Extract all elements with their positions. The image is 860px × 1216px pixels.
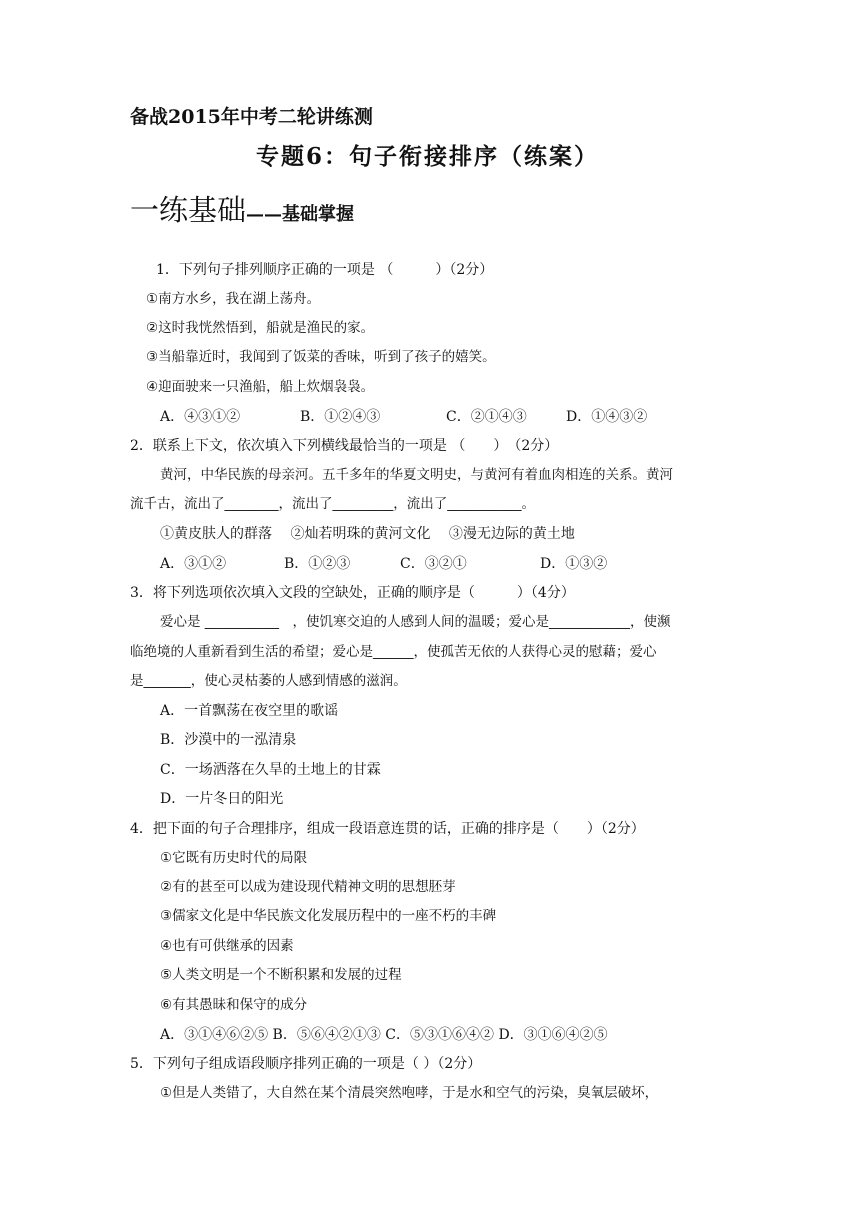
q1-option-c: C．②①④③ [446, 409, 527, 425]
q3-option-a: A．一首飘荡在夜空里的歌谣 [160, 703, 339, 719]
section-title: 一练基础 [130, 193, 247, 227]
q1-line-4: ④迎面驶来一只渔船，船上炊烟袅袅。 [146, 379, 375, 395]
q1-line-2: ②这时我恍然悟到，船就是渔民的家。 [146, 320, 375, 336]
q1-option-b: B．①②④③ [300, 409, 381, 425]
q3-option-d: D．一片冬日的阳光 [160, 791, 284, 807]
q2-passage-2: 流千古，流出了________，流出了_________，流出了___________。 [130, 496, 535, 512]
q4-line-2: ②有的甚至可以成为建设现代精神文明的思想胚芽 [160, 879, 456, 895]
section-subtitle: ——基础掌握 [246, 204, 355, 225]
q4-line-6: ⑥有其愚昧和保守的成分 [160, 997, 308, 1013]
q1-line-1: ①南方水乡，我在湖上荡舟。 [146, 291, 321, 307]
q4-line-5: ⑤人类文明是一个不断积累和发展的过程 [160, 967, 402, 983]
q1-line-3: ③当船靠近时，我闻到了饭菜的香味，听到了孩子的嬉笑。 [146, 349, 496, 365]
q2-passage-1: 黄河，中华民族的母亲河。五千多年的华夏文明史，与黄河有着血肉相连的关系。黄河 [160, 467, 673, 483]
q1-stem: 1．下列句子排列顺序正确的一项是 （ ）（2分） [156, 262, 494, 278]
q1-option-a: A．④③①② [160, 409, 241, 425]
q4-line-4: ④也有可供继承的因素 [160, 938, 294, 954]
q2-option-c: C．③②① [400, 556, 467, 572]
q3-passage-2: 临绝境的人重新看到生活的希望；爱心是______，使孤苦无依的人获得心灵的慰藉；爱心 [130, 644, 657, 660]
q4-stem: 4．把下面的句子合理排序，组成一段语意连贯的话，正确的排序是（ ）（2分） [130, 821, 645, 837]
q1-option-d: D．①④③② [566, 409, 648, 425]
q3-option-b: B．沙漠中的一泓清泉 [160, 732, 297, 748]
series-title: 备战2015年中考二轮讲练测 [130, 106, 373, 128]
q2-option-d: D．①③② [540, 556, 608, 572]
q2-option-b: B．①②③ [284, 556, 351, 572]
q4-line-1: ①它既有历史时代的局限 [160, 850, 308, 866]
q5-stem: 5．下列句子组成语段顺序排列正确的一项是（ ）（2分） [130, 1056, 482, 1072]
q4-options: A．③①④⑥②⑤ B．⑤⑥④②①③ C．⑤③①⑥④② D．③①⑥④②⑤ [160, 1027, 608, 1043]
q4-line-3: ③儒家文化是中华民族文化发展历程中的一座不朽的丰碑 [160, 908, 497, 924]
q3-stem: 3．将下列选项依次填入文段的空缺处，正确的顺序是（ ）（4分） [130, 585, 575, 601]
q2-option-a: A．③①② [160, 556, 227, 572]
q3-passage-1: 爱心是 ___________ ，使饥寒交迫的人感到人间的温暖；爱心是____________，使濒 [160, 614, 671, 630]
q2-stem: 2．联系上下文，依次填入下列横线最恰当的一项是 （ ） （2分） [130, 438, 559, 454]
section-heading [130, 193, 355, 227]
q3-passage-3: 是_______，使心灵枯萎的人感到情感的滋润。 [130, 673, 407, 689]
q2-items: ①黄皮肤人的群落 ②灿若明珠的黄河文化 ③漫无边际的黄土地 [160, 526, 575, 542]
q5-line-1: ①但是人类错了，大自然在某个清晨突然咆哮，于是水和空气的污染，臭氧层破坏， [160, 1085, 659, 1101]
page-title: 专题6：句子衔接排序（练案） [256, 143, 600, 170]
q3-option-c: C．一场洒落在久旱的土地上的甘霖 [160, 762, 381, 778]
